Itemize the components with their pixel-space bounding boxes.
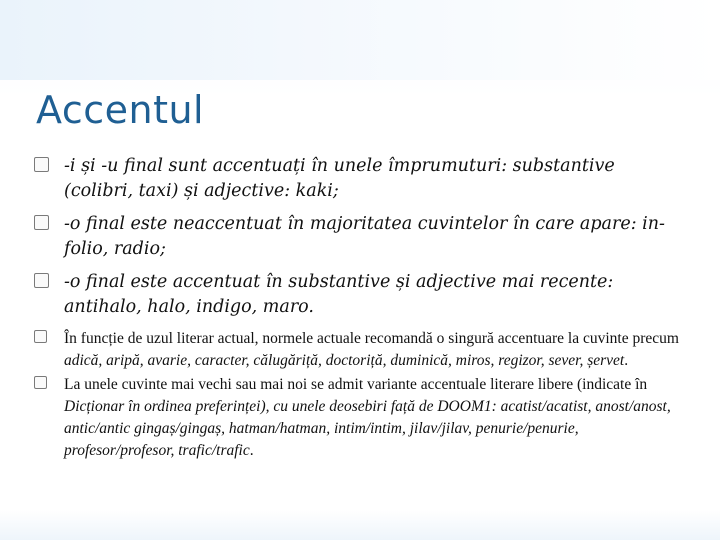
bullet-item-2: [34, 212, 684, 262]
square-bullet-icon: [34, 376, 47, 389]
slide-content: [34, 154, 684, 464]
example-words: Dicționar în ordinea preferinței), cu unele deosebiri față de DOOM1: acatist/acatist, anost/anost, antic/antic gingaș/gingaș, hatman/hatman, intim/intim, jilav/jilav, penurie/penurie, profesor/profesor, trafic/trafic: [64, 398, 671, 459]
bullet-item-3: [34, 270, 684, 320]
example-words: adică, aripă, avarie, caracter, călugăriță, doctoriță, duminică, miros, regizor, sever, șervet: [64, 352, 625, 369]
bullet-lead-text: În funcție de uzul literar actual, normele actuale recomandă o singură accentuare la cuvinte precum: [64, 330, 679, 347]
bullet-item-4: [34, 328, 684, 372]
bullet-item-1: [34, 154, 684, 204]
slide-title: Accentul: [36, 88, 205, 132]
bullet-text: [64, 374, 684, 462]
bullet-text: -i și -u final sunt accentuați în unele împrumuturi: substantive (colibri, taxi) și adjective: kaki;: [64, 156, 615, 201]
square-bullet-icon: [34, 157, 49, 172]
bullet-text: [64, 328, 684, 372]
bullet-text: -o final este accentuat în substantive și adjective mai recente: antihalo, halo, indigo, maro.: [64, 272, 614, 317]
square-bullet-icon: [34, 273, 49, 288]
bullet-lead-text: La unele cuvinte mai vechi sau mai noi se admit variante accentuale literare libere (indicate în: [64, 376, 648, 393]
bullet-end: .: [624, 352, 629, 369]
square-bullet-icon: [34, 215, 49, 230]
bullet-text: -o final este neaccentuat în majoritatea cuvintelor în care apare: in-folio, radio;: [64, 214, 665, 259]
bullet-end: .: [249, 442, 254, 459]
square-bullet-icon: [34, 330, 47, 343]
bullet-item-5: [34, 374, 684, 462]
